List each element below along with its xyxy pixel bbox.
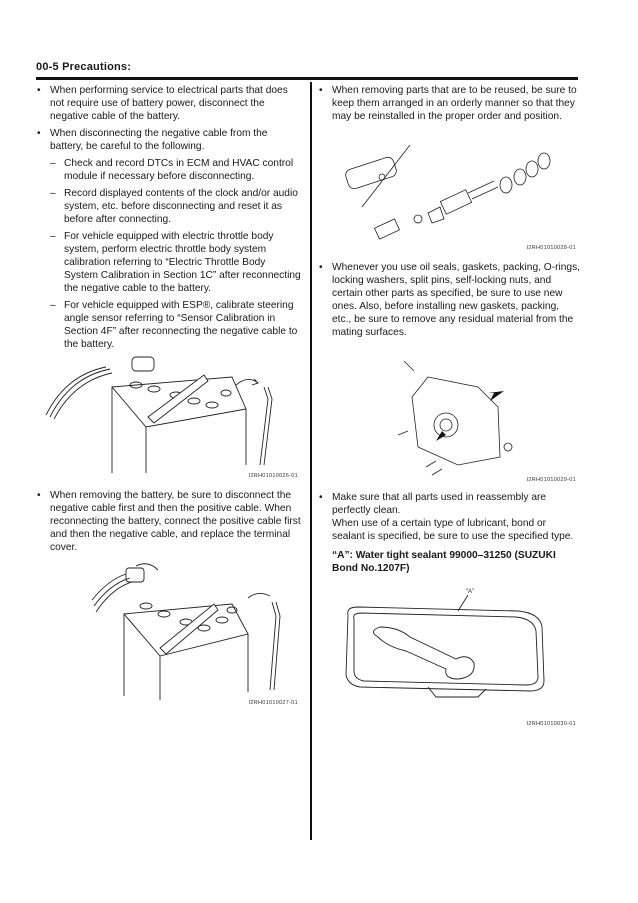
oil-seal-housing-figure: [318, 347, 580, 487]
oil-pan-illustration: [318, 581, 580, 721]
battery-disconnect-figure: [36, 355, 302, 483]
bullet-item: • When disconnecting the negative cable from the battery, be careful to the following.: [36, 127, 302, 153]
bullet-item: • When removing the battery, be sure to disconnect the negative cable first and then the positive cable. When reconnecting the battery, connect the positive cable first and then the negative cable, and replace the terminal cover.: [36, 489, 302, 554]
sealant-note: “A”: Water tight sealant 99000–31250 (SUZUKI Bond No.1207F): [332, 550, 556, 574]
master-cylinder-figure: [318, 127, 580, 255]
oil-pan-figure: [318, 581, 580, 731]
figure-id: I2RH01010027-01: [248, 700, 298, 706]
exploded-parts-illustration: [318, 127, 580, 245]
sub-item: – For vehicle equipped with ESP®, calibrate steering angle sensor referring to “Sensor Calibration in Section 4F” after reconnecting the negative cable to the battery.: [36, 299, 302, 351]
right-column: [318, 84, 580, 731]
bullet-item: • Make sure that all parts used in reassembly are perfectly clean.: [318, 491, 580, 517]
figure-id: I2RH01010029-01: [526, 477, 576, 483]
figure-id: I2RH01010026-01: [248, 473, 298, 479]
callout-a: “A”: [466, 589, 474, 595]
battery-illustration: [36, 355, 302, 475]
battery-illustration: [36, 560, 302, 700]
bullet-item: • When performing service to electrical parts that does not require use of battery power, disconnect the negative cable of the battery.: [36, 84, 302, 123]
column-divider: [310, 82, 312, 840]
left-column: [36, 84, 302, 710]
figure-id: I2RH01010028-01: [526, 245, 576, 251]
bullet-item: • Whenever you use oil seals, gaskets, packing, O-rings, locking washers, split pins, self-locking nuts, and certain other parts as specified, be sure to use new ones. Also, before installing new gaskets, packing, etc., be sure to remove any residual material from the mating surfaces.: [318, 261, 580, 339]
battery-removal-figure: [36, 560, 302, 710]
page-header: [36, 60, 578, 80]
header-rule: [36, 77, 578, 80]
sub-item: – Check and record DTCs in ECM and HVAC control module if necessary before disconnecting.: [36, 157, 302, 183]
bullet-item: • When removing parts that are to be reused, be sure to keep them arranged in an orderly manner so that they may be reinstalled in the proper order and position.: [318, 84, 580, 123]
oil-seal-illustration: [318, 347, 580, 477]
bullet-continuation: When use of a certain type of lubricant, bond or sealant is specified, be sure to use the specified type.: [332, 518, 574, 542]
sub-item: – For vehicle equipped with electric throttle body system, perform electric throttle body system calibration referring to “Electric Throttle Body System Calibration in Section 1C” after reconnecting the negative cable to the battery.: [36, 230, 302, 295]
sub-item: – Record displayed contents of the clock and/or audio system, etc. before disconnecting and reset it as before after connecting.: [36, 187, 302, 226]
figure-id: I2RH01010030-01: [526, 721, 576, 727]
page-title: 00-5 Precautions:: [36, 61, 132, 73]
